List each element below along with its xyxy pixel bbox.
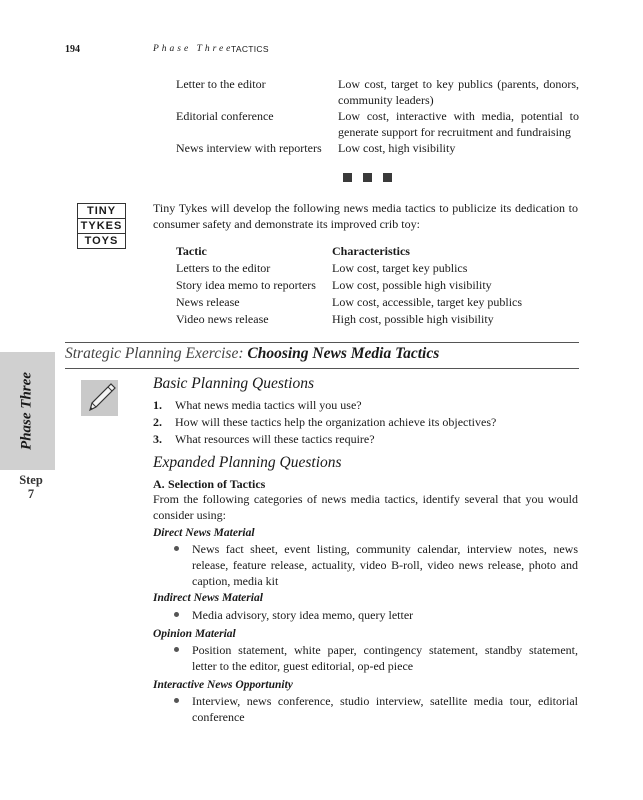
category-heading: Opinion Material	[153, 628, 236, 640]
divider-square	[383, 173, 392, 182]
tactic-cell: Letter to the editor	[176, 77, 266, 91]
characteristics-cell: Low cost, accessible, target key publics	[332, 295, 523, 309]
question-number: 3.	[153, 432, 162, 446]
list-item	[192, 693, 578, 725]
running-head-section: TACTICS	[231, 44, 269, 54]
title-rule-bottom	[65, 368, 579, 369]
pencil-icon	[81, 380, 118, 416]
characteristics-cell: High cost, possible high visibility	[332, 312, 494, 326]
exercise-title-lead: Strategic Planning Exercise:	[65, 345, 244, 362]
bullet-dot	[174, 698, 179, 703]
exercise-title	[65, 345, 439, 363]
phase-side-tab	[0, 352, 55, 470]
divider-square	[363, 173, 372, 182]
basic-questions-heading: Basic Planning Questions	[153, 375, 315, 392]
question-text: What news media tactics will you use?	[175, 398, 362, 412]
title-rule-top	[65, 342, 579, 343]
category-heading: Indirect News Material	[153, 592, 263, 604]
subsection-heading	[153, 477, 266, 492]
characteristics-cell: Low cost, target key publics	[332, 261, 468, 275]
logo-line: TINY	[78, 204, 125, 219]
tactic-cell: Editorial conference	[176, 109, 274, 123]
category-items: Interview, news conference, studio interview, satellite media tour, editorial conference	[192, 694, 578, 724]
category-items: Media advisory, story idea memo, query letter	[192, 608, 414, 622]
tiny-tykes-logo	[77, 203, 126, 249]
characteristics-cell: Low cost, target to key publics (parents, donors, community leaders)	[338, 77, 579, 107]
question-text: What resources will these tactics require?	[175, 432, 375, 446]
question-text: How will these tactics help the organization achieve its objectives?	[175, 415, 497, 429]
characteristics-cell: Low cost, interactive with media, potential to generate support for recruitment and fundraising	[338, 109, 579, 139]
tactic-cell: News release	[176, 295, 240, 309]
step-label: Step	[19, 473, 43, 487]
running-head	[65, 44, 269, 55]
list-item	[192, 642, 578, 674]
subsection-title: Selection of Tactics	[168, 477, 266, 491]
category-items: News fact sheet, event listing, community calendar, interview notes, news release, feature release, actuality, video B-roll, video news release, photo and caption, media kit	[192, 542, 578, 588]
expanded-questions-heading: Expanded Planning Questions	[153, 454, 342, 471]
subsection-intro: From the following categories of news media tactics, identify several that you would consider using:	[153, 492, 578, 522]
exercise-title-main: Choosing News Media Tactics	[247, 345, 440, 362]
category-heading: Interactive News Opportunity	[153, 679, 293, 691]
category-heading: Direct News Material	[153, 527, 255, 539]
side-tab-label: Phase Three	[18, 372, 35, 450]
step-marker	[17, 473, 45, 501]
section-divider-ornament	[343, 173, 393, 183]
tactic-cell: Story idea memo to reporters	[176, 278, 316, 292]
question-number: 1.	[153, 398, 162, 412]
bullet-dot	[174, 546, 179, 551]
tactic-header: Tactic	[176, 244, 207, 258]
tactic-cell: News interview with reporters	[176, 141, 322, 155]
bullet-dot	[174, 612, 179, 617]
list-item	[192, 607, 578, 623]
characteristics-cell: Low cost, high visibility	[338, 141, 456, 155]
list-item	[192, 541, 578, 589]
category-items: Position statement, white paper, contingency statement, standby statement, letter to the editor, guest editorial, op-ed piece	[192, 643, 578, 673]
divider-square	[343, 173, 352, 182]
tactic-cell: Video news release	[176, 312, 269, 326]
characteristics-cell: Low cost, possible high visibility	[332, 278, 492, 292]
page-number: 194	[65, 44, 80, 55]
example-intro: Tiny Tykes will develop the following news media tactics to publicize its dedication to consumer safety and demonstrate its improved crib toy:	[153, 201, 578, 231]
logo-line: TOYS	[84, 235, 119, 247]
step-number: 7	[27, 487, 35, 501]
subsection-letter: A.	[153, 477, 165, 491]
tactic-cell: Letters to the editor	[176, 261, 271, 275]
bullet-dot	[174, 647, 179, 652]
characteristics-header: Characteristics	[332, 244, 410, 258]
question-number: 2.	[153, 415, 162, 429]
running-head-phase: Phase Three	[153, 44, 234, 54]
logo-line: TYKES	[78, 219, 125, 234]
